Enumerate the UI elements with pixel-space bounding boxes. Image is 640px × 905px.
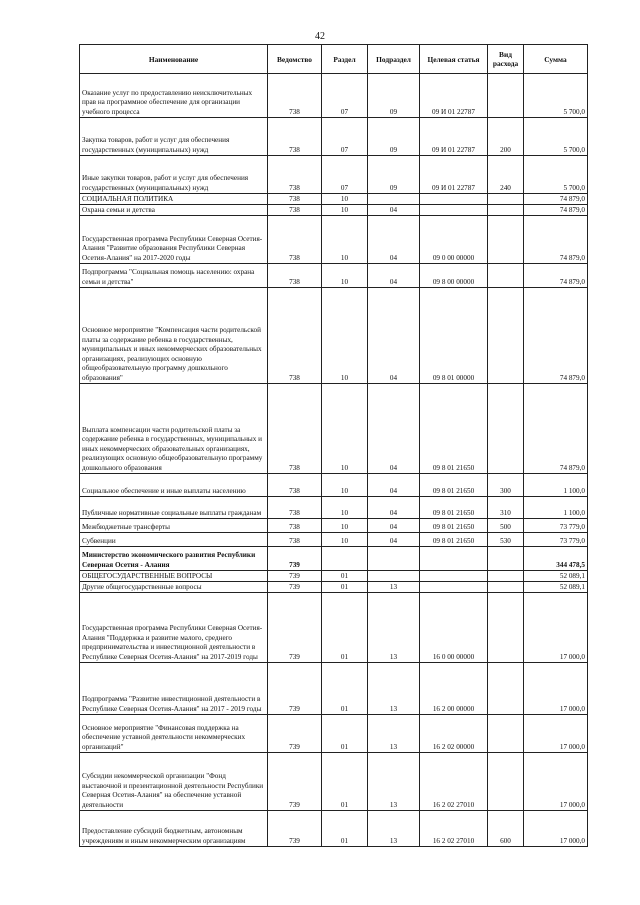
row-department: 739: [268, 593, 322, 663]
row-name: Публичные нормативные социальные выплаты гражданам: [80, 497, 268, 519]
row-target-article: 09 8 01 21650: [420, 384, 488, 474]
row-amount: 73 779,0: [524, 533, 588, 547]
table-row: [80, 519, 588, 533]
row-department: 738: [268, 288, 322, 384]
row-subsection: 09: [368, 156, 420, 194]
table-row: [80, 118, 588, 156]
row-department: 738: [268, 497, 322, 519]
row-expense-type: [488, 384, 524, 474]
row-section: 07: [322, 156, 368, 194]
row-name: Субсидии некоммерческой организации "Фонд выставочной и презентационной деятельности Республики Северная Осетия-Алания" на обеспечение уставной деятельности: [80, 753, 268, 811]
row-name: Государственная программа Республики Северная Осетия-Алания "Поддержка и развитие малого, среднего предпринимательства и инвестиционной деятельности в Республике Северная Осетия-Алания" на 2017-2019 годы: [80, 593, 268, 663]
table-row: [80, 156, 588, 194]
row-section: 10: [322, 194, 368, 205]
row-subsection: 04: [368, 264, 420, 288]
row-name: Субвенции: [80, 533, 268, 547]
row-expense-type: 600: [488, 811, 524, 847]
row-subsection: 04: [368, 533, 420, 547]
row-expense-type: [488, 663, 524, 715]
row-department: 738: [268, 194, 322, 205]
table-row: [80, 74, 588, 118]
row-subsection: 04: [368, 474, 420, 497]
row-department: 738: [268, 156, 322, 194]
row-amount: 74 879,0: [524, 194, 588, 205]
row-subsection: 04: [368, 519, 420, 533]
row-section: 01: [322, 582, 368, 593]
row-target-article: [420, 547, 488, 571]
row-department: 738: [268, 474, 322, 497]
row-amount: 5 700,0: [524, 74, 588, 118]
row-section: 01: [322, 663, 368, 715]
row-amount: 5 700,0: [524, 156, 588, 194]
row-name: Выплата компенсации части родительской платы за содержание ребенка в государственных, муниципальных и иных некоммерческих образовательных организациях, реализующих основную общеобразовательную программу дошкольного образования: [80, 384, 268, 474]
row-subsection: 04: [368, 288, 420, 384]
header-target-article: Целевая статья: [420, 45, 488, 74]
row-subsection: 09: [368, 118, 420, 156]
page-number: 42: [315, 31, 325, 42]
row-amount: 17 000,0: [524, 811, 588, 847]
row-expense-type: 530: [488, 533, 524, 547]
row-name: Основное мероприятие "Финансовая поддержка на обеспечение уставной деятельности некоммерческих организаций": [80, 715, 268, 753]
header-subsection: Подраздел: [368, 45, 420, 74]
row-expense-type: [488, 288, 524, 384]
row-subsection: [368, 547, 420, 571]
row-amount: 52 089,1: [524, 571, 588, 582]
row-subsection: 04: [368, 205, 420, 216]
row-department: 738: [268, 384, 322, 474]
header-department: Ведомство: [268, 45, 322, 74]
row-name: ОБЩЕГОСУДАРСТВЕННЫЕ ВОПРОСЫ: [80, 571, 268, 582]
table-row: [80, 205, 588, 216]
table-row: [80, 547, 588, 571]
row-amount: 5 700,0: [524, 118, 588, 156]
table-row: [80, 194, 588, 205]
row-amount: 74 879,0: [524, 205, 588, 216]
table-row: [80, 811, 588, 847]
row-section: 07: [322, 74, 368, 118]
row-name: Другие общегосударственные вопросы: [80, 582, 268, 593]
row-target-article: 09 8 00 00000: [420, 264, 488, 288]
row-name: Предоставление субсидий бюджетным, автономным учреждениям и иным некоммерческим организациям: [80, 811, 268, 847]
row-amount: 74 879,0: [524, 384, 588, 474]
row-expense-type: [488, 216, 524, 264]
row-amount: 1 100,0: [524, 497, 588, 519]
row-amount: 17 000,0: [524, 753, 588, 811]
row-department: 738: [268, 264, 322, 288]
row-name: Социальное обеспечение и иные выплаты населению: [80, 474, 268, 497]
row-amount: 74 879,0: [524, 216, 588, 264]
row-expense-type: [488, 753, 524, 811]
row-department: 739: [268, 811, 322, 847]
row-subsection: 13: [368, 715, 420, 753]
table-row: [80, 533, 588, 547]
row-section: 10: [322, 519, 368, 533]
row-department: 738: [268, 519, 322, 533]
row-target-article: 09 8 01 21650: [420, 474, 488, 497]
row-expense-type: [488, 74, 524, 118]
table-row: [80, 264, 588, 288]
row-subsection: 04: [368, 384, 420, 474]
row-amount: 74 879,0: [524, 264, 588, 288]
table-row: [80, 593, 588, 663]
row-amount: 17 000,0: [524, 593, 588, 663]
row-department: 738: [268, 533, 322, 547]
row-subsection: 13: [368, 582, 420, 593]
row-target-article: 09 8 01 00000: [420, 288, 488, 384]
row-target-article: 09 0 00 00000: [420, 216, 488, 264]
row-target-article: 16 2 02 27010: [420, 753, 488, 811]
header-section: Раздел: [322, 45, 368, 74]
row-department: 739: [268, 715, 322, 753]
row-section: 10: [322, 533, 368, 547]
row-section: 01: [322, 753, 368, 811]
row-target-article: 09 И 01 22787: [420, 156, 488, 194]
row-name: СОЦИАЛЬНАЯ ПОЛИТИКА: [80, 194, 268, 205]
row-department: 739: [268, 547, 322, 571]
row-amount: 1 100,0: [524, 474, 588, 497]
table-row: [80, 497, 588, 519]
row-amount: 17 000,0: [524, 715, 588, 753]
row-amount: 52 089,1: [524, 582, 588, 593]
row-section: 01: [322, 715, 368, 753]
row-name: Подпрограмма "Социальная помощь населению: охрана семьи и детства": [80, 264, 268, 288]
row-section: 10: [322, 288, 368, 384]
row-expense-type: 310: [488, 497, 524, 519]
table-row: [80, 663, 588, 715]
row-expense-type: [488, 205, 524, 216]
row-department: 738: [268, 205, 322, 216]
row-amount: 344 478,5: [524, 547, 588, 571]
table-row: [80, 384, 588, 474]
row-name: Охрана семьи и детства: [80, 205, 268, 216]
row-name: Основное мероприятие "Компенсация части родительской платы за содержание ребенка в государственных, муниципальных и иных некоммерческих образовательных организациях, реализующих основную общеобразовательную программу дошкольного образования": [80, 288, 268, 384]
row-target-article: [420, 205, 488, 216]
row-target-article: 09 8 01 21650: [420, 533, 488, 547]
row-target-article: 09 И 01 22787: [420, 118, 488, 156]
row-subsection: [368, 194, 420, 205]
row-department: 739: [268, 663, 322, 715]
row-target-article: 16 2 02 27010: [420, 811, 488, 847]
row-target-article: [420, 571, 488, 582]
row-target-article: 16 2 02 00000: [420, 715, 488, 753]
row-target-article: 09 8 01 21650: [420, 519, 488, 533]
row-department: 738: [268, 74, 322, 118]
row-section: 01: [322, 571, 368, 582]
row-amount: 73 779,0: [524, 519, 588, 533]
row-target-article: 16 0 00 00000: [420, 593, 488, 663]
row-subsection: 09: [368, 74, 420, 118]
row-department: 739: [268, 582, 322, 593]
table-row: [80, 474, 588, 497]
row-name: Государственная программа Республики Северная Осетия-Алания "Развитие образования Республики Северная Осетия-Алания" на 2017-2020 годы: [80, 216, 268, 264]
row-section: 01: [322, 811, 368, 847]
table-row: [80, 753, 588, 811]
row-expense-type: 200: [488, 118, 524, 156]
table-row: [80, 288, 588, 384]
row-expense-type: 500: [488, 519, 524, 533]
row-expense-type: [488, 571, 524, 582]
row-name: Межбюджетные трансферты: [80, 519, 268, 533]
table-row: [80, 216, 588, 264]
row-expense-type: [488, 582, 524, 593]
row-subsection: 13: [368, 663, 420, 715]
row-expense-type: 300: [488, 474, 524, 497]
row-expense-type: [488, 194, 524, 205]
row-amount: 74 879,0: [524, 288, 588, 384]
row-subsection: [368, 571, 420, 582]
row-section: 10: [322, 497, 368, 519]
row-name: Оказание услуг по предоставлению неисключительных прав на программное обеспечение для организации учебного процесса: [80, 74, 268, 118]
table-header-row: [80, 45, 588, 74]
row-section: 07: [322, 118, 368, 156]
row-subsection: 13: [368, 811, 420, 847]
row-target-article: [420, 194, 488, 205]
row-target-article: [420, 582, 488, 593]
row-target-article: 09 8 01 21650: [420, 497, 488, 519]
row-expense-type: 240: [488, 156, 524, 194]
row-expense-type: [488, 547, 524, 571]
row-amount: 17 000,0: [524, 663, 588, 715]
table-row: [80, 715, 588, 753]
row-section: 10: [322, 264, 368, 288]
row-subsection: 13: [368, 593, 420, 663]
row-department: 738: [268, 118, 322, 156]
table-row: [80, 571, 588, 582]
row-target-article: 09 И 01 22787: [420, 74, 488, 118]
row-name: Иные закупки товаров, работ и услуг для обеспечения государственных (муниципальных) нужд: [80, 156, 268, 194]
row-expense-type: [488, 715, 524, 753]
row-expense-type: [488, 593, 524, 663]
header-amount: Сумма: [524, 45, 588, 74]
table-row: [80, 582, 588, 593]
row-name: Закупка товаров, работ и услуг для обеспечения государственных (муниципальных) нужд: [80, 118, 268, 156]
row-subsection: 04: [368, 497, 420, 519]
row-department: 738: [268, 216, 322, 264]
row-expense-type: [488, 264, 524, 288]
row-section: 10: [322, 205, 368, 216]
header-expense-type: Вид расхода: [488, 45, 524, 74]
row-section: [322, 547, 368, 571]
row-section: 10: [322, 474, 368, 497]
row-section: 01: [322, 593, 368, 663]
row-department: 739: [268, 571, 322, 582]
row-subsection: 04: [368, 216, 420, 264]
row-subsection: 13: [368, 753, 420, 811]
row-section: 10: [322, 384, 368, 474]
row-name: Министерство экономического развития Республики Северная Осетия - Алания: [80, 547, 268, 571]
row-target-article: 16 2 00 00000: [420, 663, 488, 715]
row-section: 10: [322, 216, 368, 264]
row-department: 739: [268, 753, 322, 811]
budget-table: [79, 44, 588, 847]
header-name: Наименование: [80, 45, 268, 74]
row-name: Подпрограмма "Развитие инвестиционной деятельности в Республике Северная Осетия-Алания" на 2017 - 2019 годы: [80, 663, 268, 715]
